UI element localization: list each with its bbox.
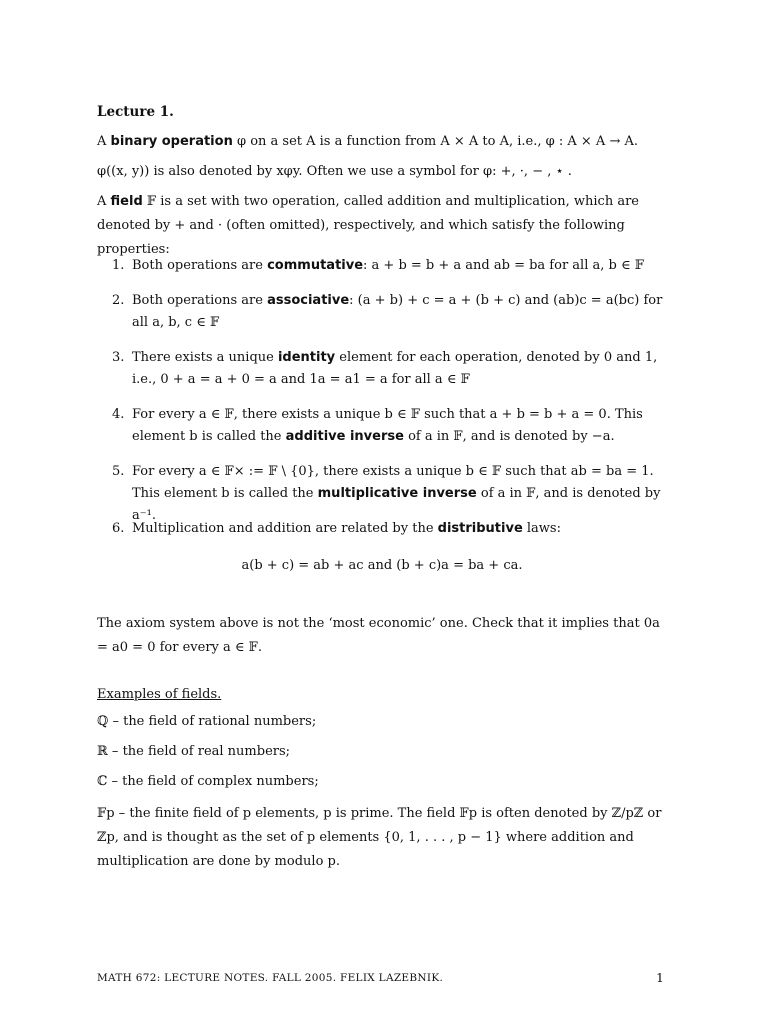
- keyword: additive inverse: [285, 429, 404, 444]
- example-item: ℝ – the field of real numbers;: [97, 744, 291, 759]
- lecture-title: Lecture 1.: [97, 104, 174, 120]
- list-item: [112, 518, 667, 540]
- distributive-equation: a(b + c) = ab + ac and (b + c)a = ba + ca.: [241, 558, 523, 573]
- text-segment: A: [97, 134, 111, 149]
- keyword: associative: [267, 293, 350, 308]
- text-segment: A: [97, 194, 111, 209]
- item-number: 6.: [112, 521, 125, 536]
- footer-text: MATH 672: LECTURE NOTES. FALL 2005. FELIX LAZEBNIK.: [97, 972, 444, 984]
- keyword-field: field: [110, 194, 143, 209]
- list-item: [112, 290, 667, 334]
- text-segment: element for each operation, denoted by 0 and 1, i.e., 0 + a = a + 0 = a and 1a = a1 = a for all a ∈ 𝔽: [132, 350, 658, 387]
- keyword: distributive: [437, 521, 523, 536]
- text-segment: φ on a set A is a function from A × A to A, i.e., φ : A × A → A.: [232, 134, 638, 149]
- example-item: ℚ – the field of rational numbers;: [97, 714, 317, 729]
- text-segment: Both operations are: [132, 293, 268, 308]
- text-segment: : a + b = b + a and ab = ba for all a, b ∈ 𝔽: [363, 258, 644, 273]
- example-item: ℂ – the field of complex numbers;: [97, 774, 319, 789]
- paragraph-field-definition: [97, 190, 667, 262]
- keyword: commutative: [267, 258, 364, 273]
- text-segment: laws:: [522, 521, 561, 536]
- text-segment: Multiplication and addition are related by the: [132, 521, 438, 536]
- text-segment: of a in 𝔽, and is denoted by a⁻¹.: [132, 486, 661, 523]
- item-number: 5.: [112, 464, 125, 479]
- paragraph-binary-operation: [97, 130, 667, 154]
- text-segment: Both operations are: [132, 258, 268, 273]
- item-number: 3.: [112, 350, 125, 365]
- item-number: 2.: [112, 293, 125, 308]
- item-number: 1.: [112, 258, 125, 273]
- keyword: identity: [277, 350, 336, 365]
- text-segment: For every a ∈ 𝔽× := 𝔽 \ {0}, there exists a unique b ∈ 𝔽 such that ab = ba = 1. This element b is called the: [132, 464, 654, 501]
- list-item: [112, 255, 667, 277]
- item-number: 4.: [112, 407, 125, 422]
- keyword-binary-operation: binary operation: [110, 134, 233, 149]
- list-item: [112, 347, 667, 391]
- examples-heading-text: Examples of fields.: [97, 687, 222, 702]
- paragraph-axiom-note: The axiom system above is not the ‘most economic’ one. Check that it implies that 0a = a0 = 0 for every a ∈ 𝔽.: [97, 616, 660, 655]
- text-segment: There exists a unique: [132, 350, 278, 365]
- text-segment: For every a ∈ 𝔽, there exists a unique b ∈ 𝔽 such that a + b = b + a = 0. This element b is called the: [132, 407, 643, 444]
- text-segment: : (a + b) + c = a + (b + c) and (ab)c = a(bc) for all a, b, c ∈ 𝔽: [132, 293, 663, 330]
- examples-heading: [97, 683, 667, 707]
- page-number: 1: [656, 970, 664, 985]
- text-segment: of a in 𝔽, and is denoted by −a.: [403, 429, 615, 444]
- keyword: multiplicative inverse: [317, 486, 477, 501]
- text-segment: 𝔽 is a set with two operation, called addition and multiplication, which are denoted by + and · (often omitted), respectively, and which satisfy the following properties:: [97, 194, 639, 257]
- paragraph-notation: φ((x, y)) is also denoted by xφy. Often we use a symbol for φ: +, ·, − , ⋆ .: [97, 164, 572, 179]
- example-finite-field: 𝔽p – the finite field of p elements, p is prime. The field 𝔽p is often denoted by ℤ/pℤ or ℤp, and is thought as the set of p elements {0, 1, . . . , p − 1} where addition and multiplication are done by modulo p.: [97, 806, 662, 869]
- list-item: [112, 404, 667, 448]
